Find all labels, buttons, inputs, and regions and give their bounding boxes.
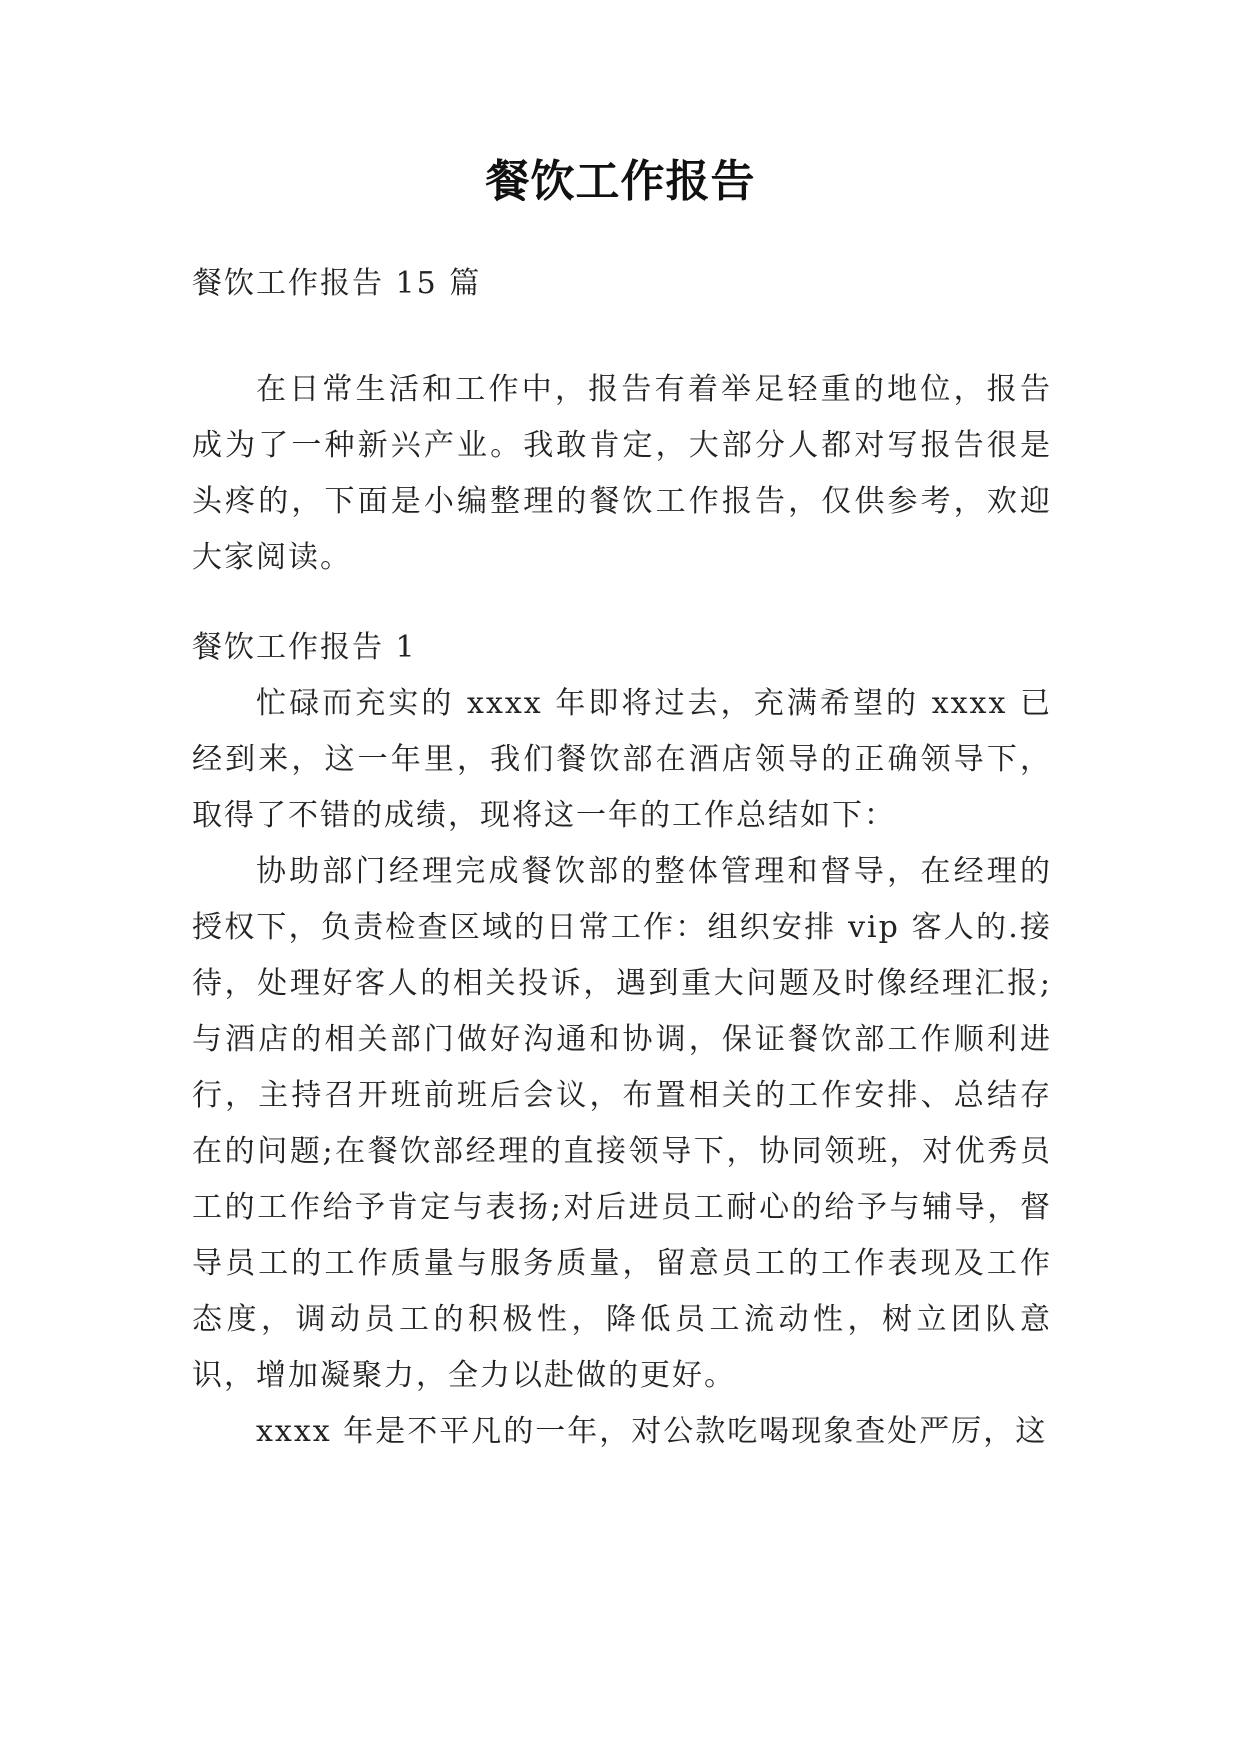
section-block	[192, 620, 1052, 1460]
section-heading: 餐饮工作报告 1	[192, 630, 417, 665]
document-subtitle: 餐饮工作报告 15 篇	[192, 266, 482, 301]
body-paragraph-1: 忙碌而充实的 xxxx 年即将过去，充满希望的 xxxx 已经到来，这一年里，我们餐饮部在酒店领导的正确领导下，取得了不错的成绩，现将这一年的工作总结如下：	[192, 686, 1052, 833]
page-title: 餐饮工作报告	[485, 156, 756, 207]
document-subtitle-block	[192, 256, 1052, 312]
body-paragraph-3: xxxx 年是不平凡的一年，对公款吃喝现象查处严厉，这	[256, 1414, 1048, 1449]
intro-block	[192, 362, 1052, 586]
intro-paragraph: 在日常生活和工作中，报告有着举足轻重的地位，报告成为了一种新兴产业。我敢肯定，大部分人都对写报告很是头疼的，下面是小编整理的餐饮工作报告，仅供参考，欢迎大家阅读。	[192, 372, 1052, 575]
body-paragraph-2: 协助部门经理完成餐饮部的整体管理和督导，在经理的授权下，负责检查区域的日常工作：组织安排 vip 客人的.接待，处理好客人的相关投诉，遇到重大问题及时像经理汇报;与酒店的相关部门做好沟通和协调，保证餐饮部工作顺利进行，主持召开班前班后会议，布置相关的工作安排、总结存在的问题;在餐饮部经理的直接领导下，协同领班，对优秀员工的工作给予肯定与表扬;对后进员工耐心的给予与辅导，督导员工的工作质量与服务质量，留意员工的工作表现及工作态度，调动员工的积极性，降低员工流动性，树立团队意识，增加凝聚力，全力以赴做的更好。	[192, 854, 1052, 1393]
